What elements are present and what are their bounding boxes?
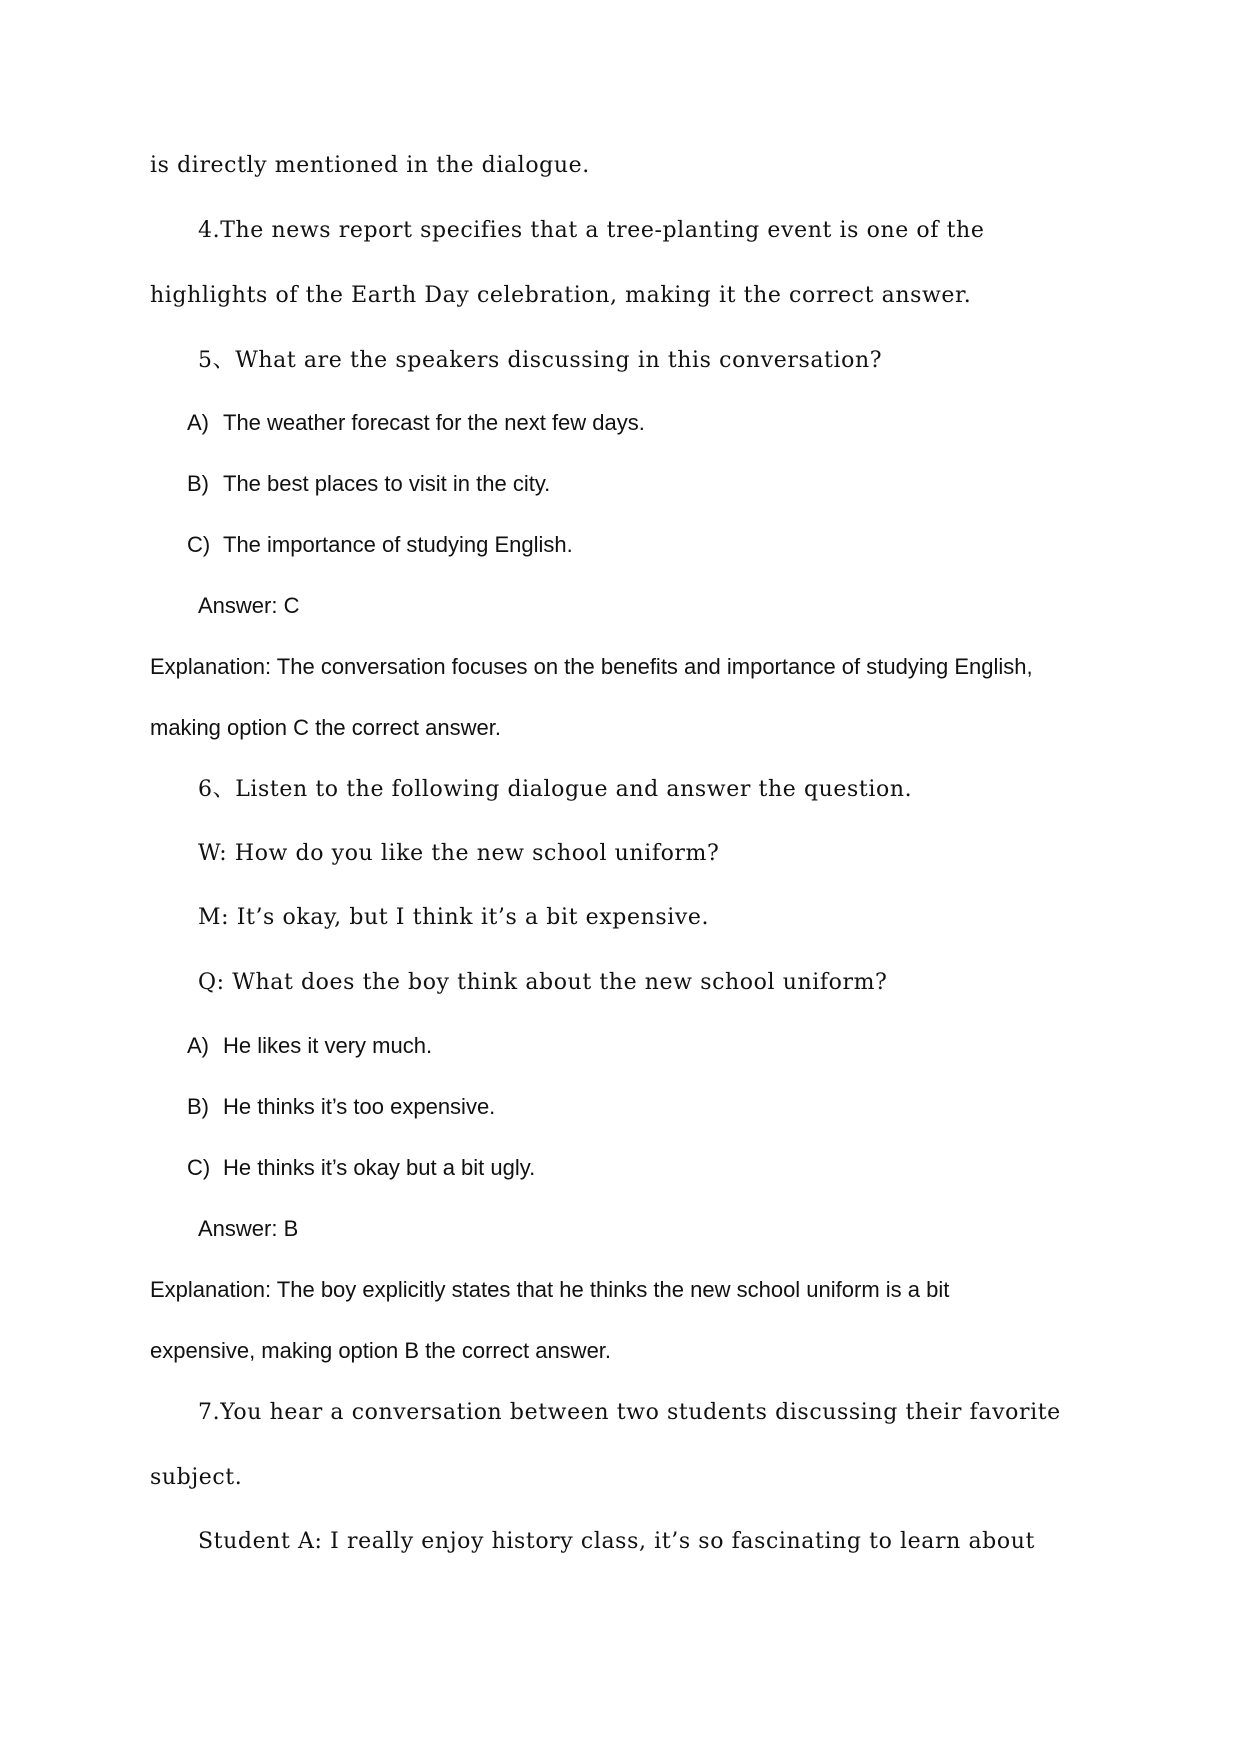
q6-explanation-line1: Explanation: The boy explicitly states that he thinks the new school uniform is a bit (150, 1277, 950, 1302)
q5-answer: Answer: C (198, 593, 300, 618)
option-letter: A) (187, 410, 209, 435)
option-text: The weather forecast for the next few days. (223, 410, 645, 435)
q7-student-a: Student A: I really enjoy history class, it’s so fascinating to learn about (198, 1529, 1035, 1554)
q6-option-b (187, 1096, 1087, 1122)
q6-answer: Answer: B (198, 1216, 299, 1241)
q5-option-a (187, 412, 1087, 438)
q5-option-c (187, 534, 1087, 560)
q6-explanation-line2: expensive, making option B the correct answer. (150, 1338, 612, 1363)
q7-line2: subject. (150, 1465, 243, 1490)
q4-line1: 4.The news report specifies that a tree-planting event is one of the (198, 218, 985, 243)
option-letter: C) (187, 1155, 211, 1180)
q6-question: 6、Listen to the following dialogue and answer the question. (198, 777, 913, 802)
option-letter: A) (187, 1033, 209, 1058)
option-text: He likes it very much. (223, 1033, 433, 1058)
option-letter: B) (187, 1094, 209, 1119)
q5-question: 5、What are the speakers discussing in this conversation? (198, 348, 883, 373)
q5-explanation-line1: Explanation: The conversation focuses on the benefits and importance of studying English, (150, 654, 1033, 679)
option-letter: B) (187, 471, 209, 496)
q6-option-c (187, 1157, 1087, 1183)
q6-m-line: M: It’s okay, but I think it’s a bit expensive. (198, 905, 710, 930)
option-text: He thinks it’s okay but a bit ugly. (223, 1155, 536, 1180)
option-text: The importance of studying English. (223, 532, 573, 557)
q7-line1: 7.You hear a conversation between two students discussing their favorite (198, 1400, 1061, 1425)
option-text: He thinks it’s too expensive. (223, 1094, 496, 1119)
q4-line2: highlights of the Earth Day celebration, making it the correct answer. (150, 283, 972, 308)
q5-explanation-line2: making option C the correct answer. (150, 715, 501, 740)
option-letter: C) (187, 532, 211, 557)
q6-q-line: Q: What does the boy think about the new school uniform? (198, 970, 888, 995)
prev-paragraph-end: is directly mentioned in the dialogue. (150, 153, 590, 178)
q6-w-line: W: How do you like the new school uniform? (198, 841, 720, 866)
q6-option-a (187, 1035, 1087, 1061)
q5-option-b (187, 473, 1087, 499)
option-text: The best places to visit in the city. (223, 471, 551, 496)
